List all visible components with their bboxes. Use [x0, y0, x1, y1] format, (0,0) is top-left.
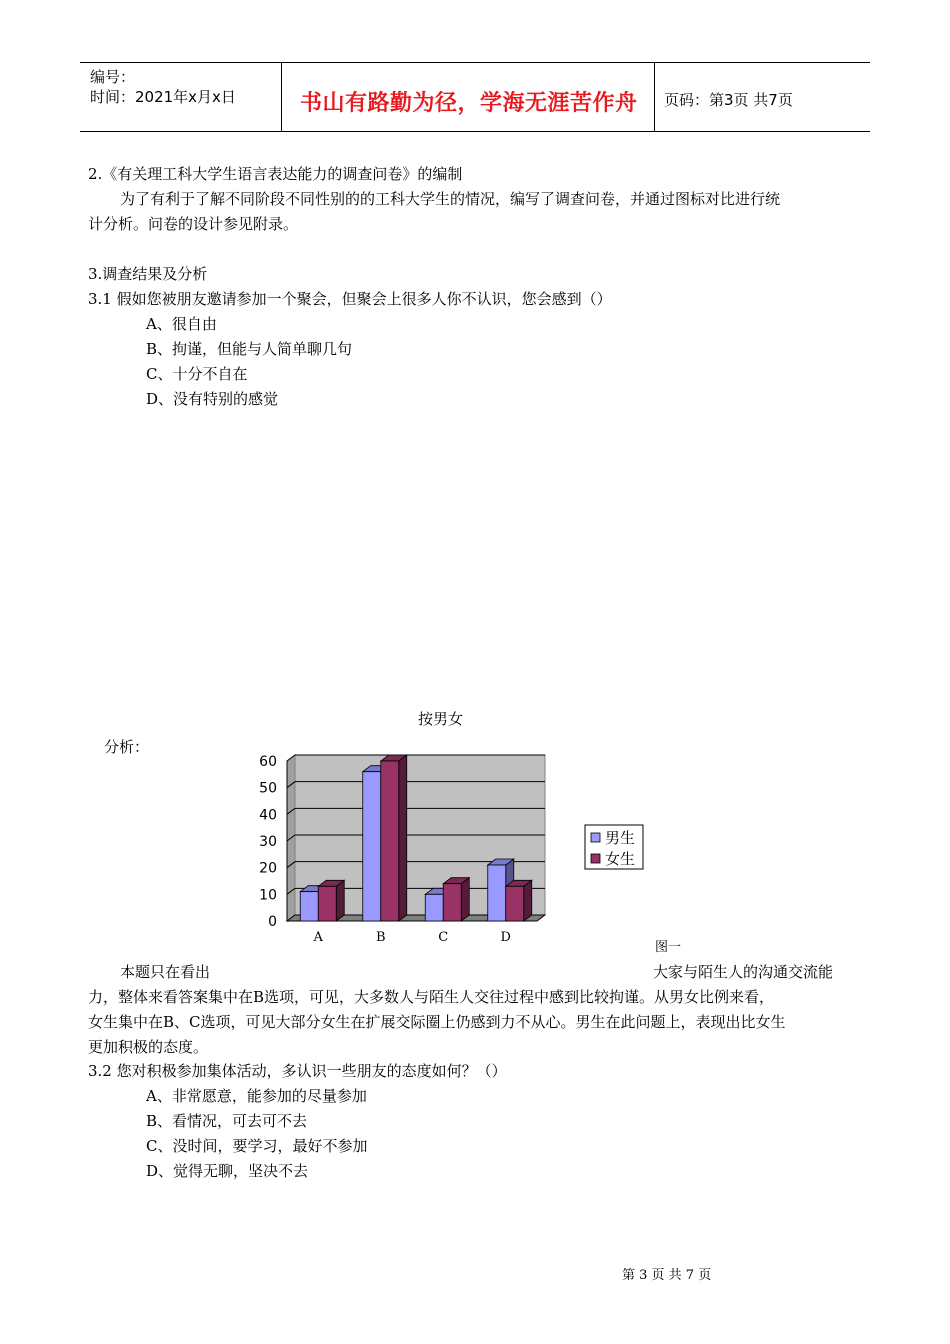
- q1-option-a: A、很自由: [146, 315, 217, 333]
- bar-女生-D: [506, 880, 532, 921]
- x-tick-label: A: [313, 930, 323, 945]
- analysis-para-line2: 力，整体来看答案集中在B选项，可见，大多数人与陌生人交往过程中感到比较拘谨。从男女比例来看，: [88, 988, 775, 1006]
- question-3-2: 3.2 您对积极参加集体活动，多认识一些朋友的态度如何？（）: [88, 1062, 507, 1080]
- figure-label: 图一: [655, 940, 682, 955]
- header-bottom-rule: [80, 131, 870, 132]
- q2-option-a: A、非常愿意，能参加的尽量参加: [146, 1087, 367, 1105]
- analysis-para-tail: 大家与陌生人的沟通交流能: [653, 963, 834, 981]
- analysis-para-line4: 更加积极的态度。: [88, 1038, 209, 1056]
- q2-option-d: D、觉得无聊，坚决不去: [146, 1162, 309, 1180]
- q2-option-b: B、看情况，可去可不去: [146, 1112, 308, 1130]
- q1-option-d: D、没有特别的感觉: [146, 390, 279, 408]
- x-tick-label: C: [438, 930, 449, 945]
- bar-女生-B: [381, 755, 407, 921]
- bar-chart: [255, 740, 655, 945]
- analysis-para-line3: 女生集中在B、C选项，可见大部分女生在扩展交际圈上仍感到力不从心。男生在此问题上，表现出比女生: [88, 1013, 786, 1031]
- legend-label: 男生: [605, 829, 636, 847]
- legend-swatch: [591, 833, 600, 842]
- x-tick-label: D: [500, 930, 511, 945]
- q2-option-c: C、没时间，要学习，最好不参加: [146, 1137, 368, 1155]
- y-tick-label: 60: [259, 754, 277, 770]
- footer-page-number: 第 3 页 共 7 页: [622, 1268, 712, 1283]
- section2-title: 2.《有关理工科大学生语言表达能力的调查问卷》的编制: [88, 165, 463, 183]
- legend-swatch: [591, 854, 600, 863]
- analysis-label: 分析：: [104, 738, 150, 756]
- y-tick-label: 0: [268, 914, 277, 930]
- y-tick-label: 30: [259, 834, 277, 850]
- x-tick-label: B: [375, 930, 386, 945]
- header-page-label: 页码：第3页 共7页: [664, 91, 793, 109]
- q1-option-b: B、拘谨，但能与人简单聊几句: [146, 340, 353, 358]
- bar-女生-A: [318, 880, 344, 921]
- analysis-para-start: 本题只在看出: [120, 963, 211, 981]
- header-top-rule: [80, 62, 870, 63]
- y-tick-label: 50: [259, 780, 277, 797]
- header-time-label: 时间：2021年x月x日: [90, 88, 236, 106]
- y-tick-label: 20: [259, 860, 277, 877]
- legend-label: 女生: [605, 850, 636, 868]
- header-number-label: 编号：: [90, 68, 136, 86]
- header-divider-right: [654, 62, 655, 132]
- bar-女生-C: [443, 878, 469, 921]
- section3-title: 3.调查结果及分析: [88, 265, 208, 283]
- header-divider-left: [281, 62, 282, 132]
- section2-line2: 计分析。问卷的设计参见附录。: [88, 215, 299, 233]
- q1-option-c: C、十分不自在: [146, 365, 248, 383]
- question-3-1: 3.1 假如您被朋友邀请参加一个聚会，但聚会上很多人你不认识，您会感到（）: [88, 290, 612, 308]
- section2-line1: 为了有利于了解不同阶段不同性别的的工科大学生的情况，编写了调查问卷，并通过图标对比进行统: [120, 190, 781, 208]
- chart-title: 按男女: [418, 710, 464, 728]
- header-motto: 书山有路勤为径，学海无涯苦作舟: [300, 90, 638, 116]
- y-tick-label: 10: [259, 887, 277, 904]
- y-tick-label: 40: [259, 807, 277, 824]
